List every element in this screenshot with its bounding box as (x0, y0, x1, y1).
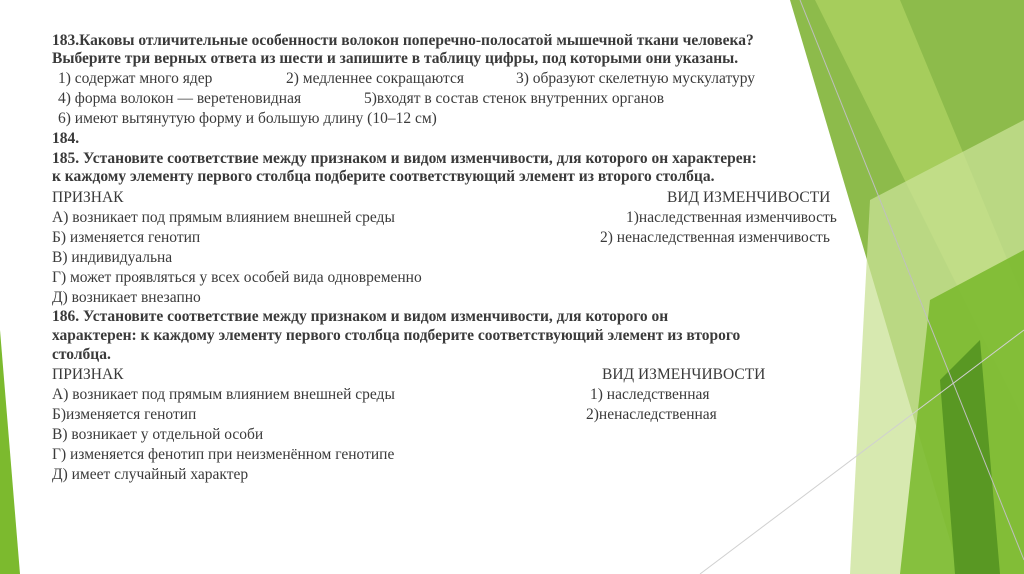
q185-item-d: Д) возникает внезапно (52, 289, 201, 306)
q186-title-line3: столбца. (52, 346, 111, 363)
q185-answer-2: 2) ненаследственная изменчивость (600, 229, 830, 246)
q185-answer-1: 1)наследственная изменчивость (626, 209, 837, 226)
q186-item-a: А) возникает под прямым влиянием внешней среды (52, 386, 395, 403)
q185-item-v: В) индивидуальна (52, 249, 173, 266)
q185-item-g: Г) может проявляться у всех особей вида одновременно (52, 269, 422, 286)
q183-option-1: 1) содержат много ядер (58, 70, 213, 87)
q183-title-line2: Выберите три верных ответа из шести и запишите в таблицу цифры, под которыми они указаны. (52, 50, 739, 67)
q183-option-3: 3) образуют скелетную мускулатуру (516, 70, 756, 87)
q186-answer-1: 1) наследственная (590, 386, 710, 403)
q185-title-line2: к каждому элементу первого столбца подберите соответствующий элемент из второго столбца. (52, 168, 715, 185)
q185-col2-header: ВИД ИЗМЕНЧИВОСТИ (667, 189, 831, 206)
q185-title-line1: 185. Установите соответствие между признаком и видом изменчивости, для которого он характерен: (52, 150, 757, 167)
q185-item-b: Б) изменяется генотип (52, 229, 201, 246)
q186-item-d: Д) имеет случайный характер (52, 466, 249, 483)
q183-option-6: 6) имеют вытянутую форму и большую длину (10–12 см) (58, 110, 437, 127)
q184-title: 184. (52, 130, 80, 147)
q183-option-2: 2) медленнее сокращаются (286, 70, 464, 87)
q186-item-v: В) возникает у отдельной особи (52, 426, 264, 443)
q183-option-5: 5)входят в состав стенок внутренних органов (364, 90, 665, 107)
q186-col2-header: ВИД ИЗМЕНЧИВОСТИ (602, 366, 766, 383)
q186-title-line2: характерен: к каждому элементу первого столбца подберите соответствующий элемент из второго (52, 327, 741, 344)
q186-item-b: Б)изменяется генотип (52, 406, 197, 423)
q186-col1-header: ПРИЗНАК (52, 366, 124, 383)
q186-answer-2: 2)ненаследственная (586, 406, 717, 423)
q185-item-a: А) возникает под прямым влиянием внешней среды (52, 209, 395, 226)
q186-item-g: Г) изменяется фенотип при неизменённом генотипе (52, 446, 395, 463)
q185-col1-header: ПРИЗНАК (52, 189, 124, 206)
q183-option-4: 4) форма волокон — веретеновидная (58, 90, 302, 107)
q186-title-line1: 186. Установите соответствие между признаком и видом изменчивости, для которого он (52, 308, 669, 325)
q183-title-line1: 183.Каковы отличительные особенности волокон поперечно-полосатой мышечной ткани человека? (52, 32, 754, 49)
